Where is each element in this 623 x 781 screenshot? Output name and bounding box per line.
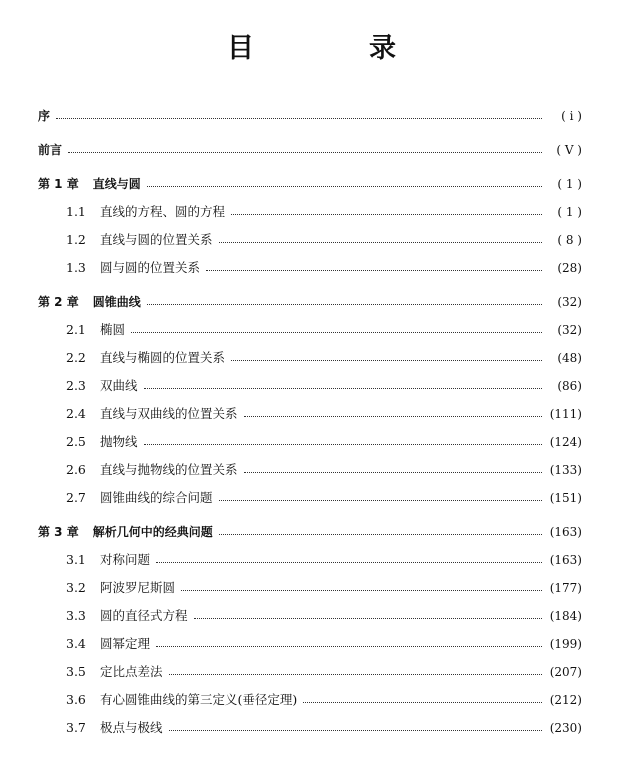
toc-section-entry[interactable] bbox=[66, 462, 582, 478]
entry-title: 圆的直径式方程 bbox=[100, 608, 188, 623]
entry-page-number: (48) bbox=[557, 351, 582, 365]
toc-section-entry[interactable] bbox=[66, 378, 582, 394]
entry-title: 直线的方程、圆的方程 bbox=[100, 204, 226, 219]
entry-page-number: (163) bbox=[549, 553, 582, 567]
dot-leader bbox=[194, 617, 542, 619]
entry-number: 3.6 bbox=[66, 692, 86, 707]
entry-number: 2.6 bbox=[66, 462, 86, 477]
toc-section-entry[interactable] bbox=[66, 720, 582, 736]
dot-leader bbox=[169, 673, 542, 675]
entry-page-number: ( 8 ) bbox=[557, 233, 582, 247]
entry-page-number: (199) bbox=[549, 637, 582, 651]
entry-title: 阿波罗尼斯圆 bbox=[100, 580, 176, 595]
toc-section-entry[interactable] bbox=[66, 406, 582, 422]
toc-section-entry[interactable] bbox=[66, 552, 582, 568]
dot-leader bbox=[144, 443, 542, 445]
entry-title: 有心圆锥曲线的第三定义(垂径定理) bbox=[100, 692, 298, 707]
entry-number: 2.5 bbox=[66, 434, 86, 449]
entry-page-number: (230) bbox=[549, 721, 582, 735]
entry-number: 3.4 bbox=[66, 636, 86, 651]
dot-leader bbox=[131, 331, 542, 333]
dot-leader bbox=[244, 471, 542, 473]
entry-number: 3.5 bbox=[66, 664, 86, 679]
entry-number: 3.3 bbox=[66, 608, 86, 623]
entry-number: 2.7 bbox=[66, 490, 86, 505]
dot-leader bbox=[244, 415, 542, 417]
entry-page-number: (124) bbox=[549, 435, 582, 449]
toc-chapter-entry[interactable] bbox=[38, 176, 582, 192]
entry-page-number: ( ⅰ ) bbox=[561, 109, 582, 123]
entry-page-number: (32) bbox=[557, 323, 582, 337]
entry-page-number: ( Ⅴ ) bbox=[556, 143, 582, 157]
dot-leader bbox=[169, 729, 542, 731]
dot-leader bbox=[219, 533, 542, 535]
entry-number: 2.1 bbox=[66, 322, 86, 337]
dot-leader bbox=[206, 269, 542, 271]
entry-title: 双曲线 bbox=[100, 378, 138, 393]
entry-number: 第 3 章 bbox=[38, 525, 79, 539]
entry-number: 1.3 bbox=[66, 260, 86, 275]
dot-leader bbox=[156, 561, 542, 563]
toc-section-entry[interactable] bbox=[66, 490, 582, 506]
toc-chapter-entry[interactable] bbox=[38, 524, 582, 540]
dot-leader bbox=[231, 213, 542, 215]
toc-chapter-entry[interactable] bbox=[38, 294, 582, 310]
entry-page-number: (207) bbox=[549, 665, 582, 679]
entry-number: 1.1 bbox=[66, 204, 86, 219]
entry-page-number: (163) bbox=[549, 525, 582, 539]
entry-title: 直线与抛物线的位置关系 bbox=[100, 462, 238, 477]
entry-number: 3.1 bbox=[66, 552, 86, 567]
dot-leader bbox=[147, 185, 542, 187]
entry-number: 2.3 bbox=[66, 378, 86, 393]
entry-number: 2.2 bbox=[66, 350, 86, 365]
entry-page-number: ( 1 ) bbox=[557, 177, 582, 191]
toc-section-entry[interactable] bbox=[66, 636, 582, 652]
entry-title: 抛物线 bbox=[100, 434, 138, 449]
toc-chapter-entry[interactable] bbox=[38, 108, 582, 124]
entry-page-number: ( 1 ) bbox=[557, 205, 582, 219]
dot-leader bbox=[144, 387, 542, 389]
dot-leader bbox=[181, 589, 542, 591]
entry-number: 第 2 章 bbox=[38, 295, 79, 309]
entry-page-number: (212) bbox=[549, 693, 582, 707]
toc-section-entry[interactable] bbox=[66, 350, 582, 366]
toc-section-entry[interactable] bbox=[66, 260, 582, 276]
entry-title: 直线与圆的位置关系 bbox=[100, 232, 213, 247]
entry-number: 2.4 bbox=[66, 406, 86, 421]
entry-number: 3.7 bbox=[66, 720, 86, 735]
entry-title: 椭圆 bbox=[100, 322, 126, 337]
toc-section-entry[interactable] bbox=[66, 322, 582, 338]
entry-title: 圆幂定理 bbox=[100, 636, 151, 651]
page-title: 目 录 bbox=[227, 33, 440, 64]
dot-leader bbox=[231, 359, 542, 361]
dot-leader bbox=[156, 645, 542, 647]
dot-leader bbox=[56, 117, 542, 119]
entry-page-number: (32) bbox=[557, 295, 582, 309]
entry-title: 圆锥曲线 bbox=[92, 295, 141, 309]
entry-number: 1.2 bbox=[66, 232, 86, 247]
dot-leader bbox=[303, 701, 542, 703]
entry-title: 直线与圆 bbox=[92, 177, 141, 191]
entry-page-number: (111) bbox=[549, 407, 582, 421]
entry-title: 直线与双曲线的位置关系 bbox=[100, 406, 238, 421]
entry-title: 圆锥曲线的综合问题 bbox=[100, 490, 213, 505]
entry-page-number: (133) bbox=[549, 463, 582, 477]
entry-title: 对称问题 bbox=[100, 552, 151, 567]
dot-leader bbox=[219, 241, 542, 243]
toc-section-entry[interactable] bbox=[66, 434, 582, 450]
entry-number: 第 1 章 bbox=[38, 177, 79, 191]
toc-section-entry[interactable] bbox=[66, 204, 582, 220]
dot-leader bbox=[147, 303, 542, 305]
toc-section-entry[interactable] bbox=[66, 692, 582, 708]
entry-page-number: (28) bbox=[557, 261, 582, 275]
dot-leader bbox=[219, 499, 542, 501]
entry-page-number: (177) bbox=[549, 581, 582, 595]
entry-title: 极点与极线 bbox=[100, 720, 163, 735]
toc-section-entry[interactable] bbox=[66, 580, 582, 596]
dot-leader bbox=[68, 151, 542, 153]
entry-number: 3.2 bbox=[66, 580, 86, 595]
entry-title: 定比点差法 bbox=[100, 664, 163, 679]
entry-title: 直线与椭圆的位置关系 bbox=[100, 350, 226, 365]
toc-section-entry[interactable] bbox=[66, 608, 582, 624]
toc-chapter-entry[interactable] bbox=[38, 142, 582, 158]
entry-title: 序 bbox=[38, 109, 51, 123]
entry-page-number: (86) bbox=[557, 379, 582, 393]
entry-page-number: (184) bbox=[549, 609, 582, 623]
toc-section-entry[interactable] bbox=[66, 232, 582, 248]
entry-title: 圆与圆的位置关系 bbox=[100, 260, 201, 275]
entry-page-number: (151) bbox=[549, 491, 582, 505]
entry-title: 前言 bbox=[38, 143, 63, 157]
entry-title: 解析几何中的经典问题 bbox=[92, 525, 213, 539]
toc-section-entry[interactable] bbox=[66, 664, 582, 680]
